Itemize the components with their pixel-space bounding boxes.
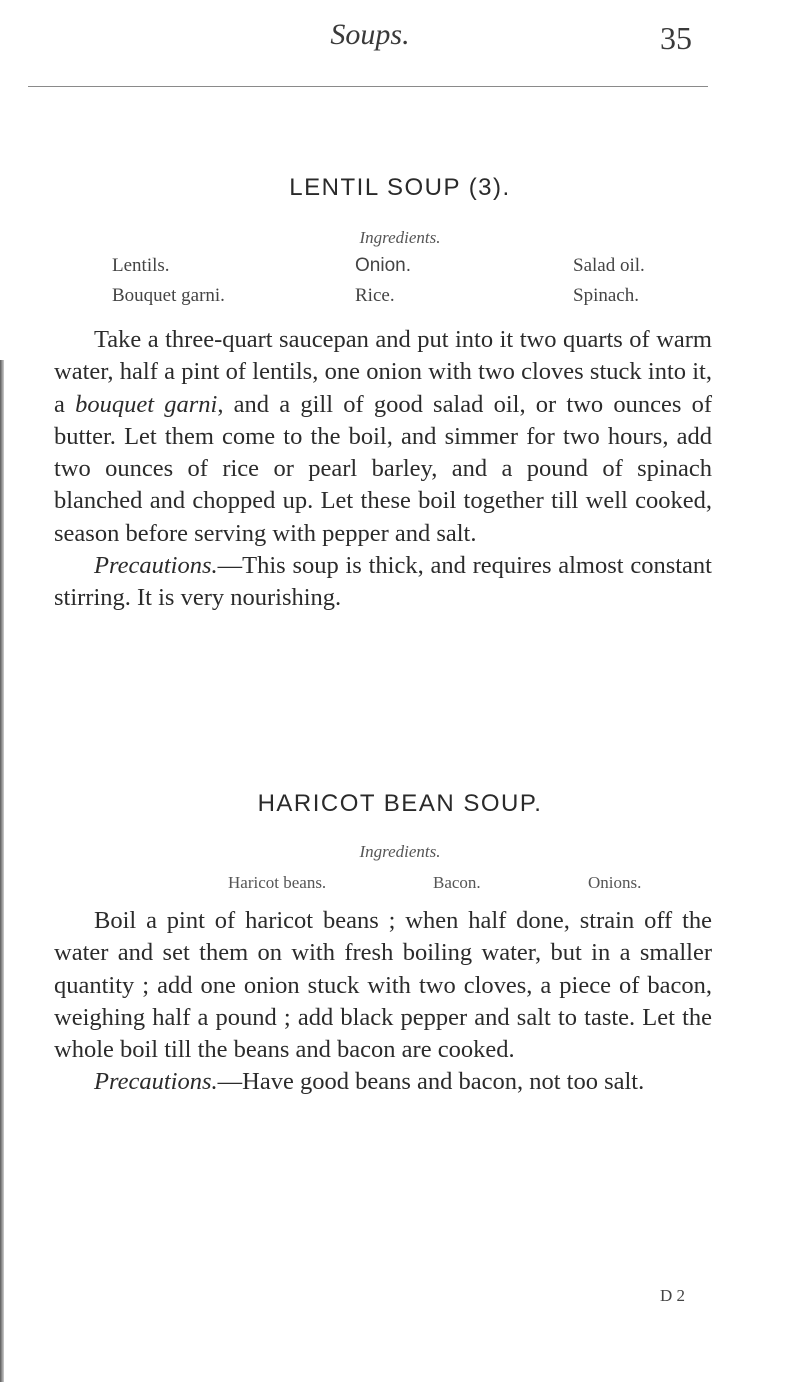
binding-edge-shadow [0, 360, 4, 1382]
running-title: Soups. [330, 18, 410, 51]
ingredients-heading-haricot: Ingredients. [359, 842, 441, 861]
precautions-label: Precautions. [94, 552, 218, 580]
ingredients-heading-lentil: Ingredients. [359, 228, 441, 247]
method-paragraph: Boil a pint of haricot beans ; when half done, strain off the water and set them on with fresh boiling water, but in a smaller quantity ; add one onion stuck with two cloves, a piece of bacon, weighing half a pound ; add black pepper and salt to taste. Let the whole boil till the beans and bacon are cooked. [54, 907, 712, 1064]
ingredient-item: Spinach. [573, 285, 639, 306]
header-rule [28, 86, 708, 87]
precautions-paragraph: Precautions.—Have good beans and bacon, not too salt. [94, 1068, 645, 1096]
ingredient-item: Bacon. [433, 873, 481, 892]
running-head [0, 18, 800, 68]
page-number: 35 [660, 20, 692, 56]
ingredient-item: Rice. [355, 285, 395, 306]
ingredient-item: Onion. [355, 255, 411, 276]
ingredient-item: Onions. [588, 873, 642, 892]
ingredient-item: Bouquet garni. [112, 285, 225, 306]
recipe-body-haricot [54, 905, 712, 1099]
precautions-paragraph: Precautions.—This soup is thick, and requires almost constant stirring. It is very nourishing. [54, 552, 712, 612]
recipe-title-haricot-bean-soup: HARICOT BEAN SOUP. [257, 790, 543, 817]
ingredient-item: Salad oil. [573, 255, 645, 276]
ingredient-item: Lentils. [112, 255, 170, 276]
italic-term: bouquet garni [75, 390, 218, 418]
recipe-title-lentil-soup: LENTIL SOUP (3). [289, 174, 511, 201]
recipe-body-lentil [54, 324, 712, 615]
ingredient-item: Haricot beans. [228, 873, 327, 892]
method-paragraph: Take a three-quart saucepan and put into it two quarts of warm water, half a pint of lentils, one onion with two cloves stuck into it, a bouquet garni, and a gill of good salad oil, or two ounces of butter. Let them come to the boil, and simmer for two hours, add two ounces of rice or pearl barley, and a pound of spinach blanched and chopped up. Let these boil together till well cooked, season before serving with pepper and salt. [54, 326, 712, 547]
signature-mark: D 2 [660, 1286, 686, 1305]
precautions-label: Precautions. [94, 1068, 218, 1096]
